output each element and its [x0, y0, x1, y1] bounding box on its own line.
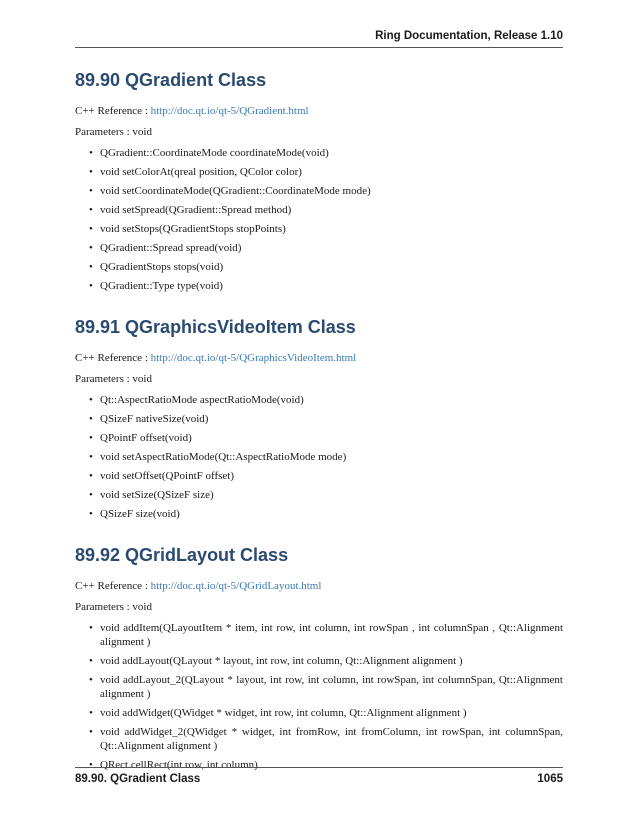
cpp-reference: [75, 351, 563, 365]
method-item: [75, 184, 563, 198]
bullet: •: [89, 394, 93, 406]
reference-label: C++ Reference :: [75, 580, 151, 592]
method-signature: QSizeF nativeSize(void): [100, 413, 209, 425]
bullet: •: [89, 707, 93, 719]
section-qgradient: [75, 68, 563, 293]
reference-link[interactable]: http://doc.qt.io/qt-5/QGraphicsVideoItem.html: [150, 352, 357, 364]
method-signature: QGradient::Spread spread(void): [100, 242, 242, 254]
method-list: [75, 621, 563, 772]
method-item: [75, 203, 563, 217]
bullet: •: [89, 147, 93, 159]
method-item: [75, 222, 563, 236]
bullet: •: [89, 223, 93, 235]
bullet: •: [89, 432, 93, 444]
section-heading: 89.91 QGraphicsVideoItem Class: [75, 317, 356, 337]
method-signature: QRect cellRect(int row, int column): [100, 759, 258, 771]
reference-link[interactable]: http://doc.qt.io/qt-5/QGradient.html: [150, 105, 309, 117]
method-signature: void setOffset(QPointF offset): [100, 470, 235, 482]
bullet: •: [89, 451, 93, 463]
method-list: [75, 146, 563, 293]
method-signature: void addWidget_2(QWidget * widget, int fromRow, int fromColumn, int rowSpan, int columnSpan, Qt::Alignment alignment ): [100, 726, 563, 752]
page-footer: [75, 767, 563, 785]
page-number: 1065: [537, 773, 563, 785]
method-item: [75, 469, 563, 483]
bullet: •: [89, 280, 93, 292]
method-item: [75, 260, 563, 274]
cpp-reference: [75, 104, 563, 118]
method-signature: void addLayout(QLayout * layout, int row, int column, Qt::Alignment alignment ): [100, 655, 463, 667]
method-signature: void setSize(QSizeF size): [100, 489, 214, 501]
method-signature: void setColorAt(qreal position, QColor color): [100, 166, 302, 178]
reference-label: C++ Reference :: [75, 105, 151, 117]
bullet: •: [89, 622, 93, 634]
page-content: [75, 68, 563, 794]
page-header: [75, 30, 563, 48]
bullet: •: [89, 655, 93, 667]
method-item: [75, 431, 563, 445]
method-item: [75, 165, 563, 179]
section-heading: 89.90 QGradient Class: [75, 70, 267, 90]
bullet: •: [89, 185, 93, 197]
method-signature: QGradientStops stops(void): [100, 261, 224, 273]
method-item: [75, 621, 563, 649]
method-signature: void setSpread(QGradient::Spread method): [100, 204, 292, 216]
method-signature: QPointF offset(void): [100, 432, 192, 444]
method-item: [75, 488, 563, 502]
method-signature: void addWidget(QWidget * widget, int row, int column, Qt::Alignment alignment ): [100, 707, 467, 719]
method-signature: QSizeF size(void): [100, 508, 180, 520]
method-signature: void addItem(QLayoutItem * item, int row, int column, int rowSpan , int columnSpan , Qt::Alignment alignment ): [100, 622, 563, 648]
method-item: [75, 393, 563, 407]
method-signature: QGradient::Type type(void): [100, 280, 223, 292]
method-signature: Qt::AspectRatioMode aspectRatioMode(void): [100, 394, 304, 406]
bullet: •: [89, 204, 93, 216]
method-item: [75, 412, 563, 426]
section-qgraphicsvideoitem: [75, 315, 563, 521]
reference-label: C++ Reference :: [75, 352, 151, 364]
parameters-line: Parameters : void: [75, 126, 152, 138]
bullet: •: [89, 489, 93, 501]
method-item: [75, 654, 563, 668]
bullet: •: [89, 261, 93, 273]
bullet: •: [89, 470, 93, 482]
parameters-line: Parameters : void: [75, 601, 152, 613]
bullet: •: [89, 674, 93, 686]
bullet: •: [89, 166, 93, 178]
method-signature: void addLayout_2(QLayout * layout, int row, int column, int rowSpan, int columnSpan, Qt::Alignment alignment ): [100, 674, 563, 700]
method-item: [75, 146, 563, 160]
method-item: [75, 706, 563, 720]
method-item: [75, 241, 563, 255]
method-item: [75, 725, 563, 753]
bullet: •: [89, 759, 93, 771]
bullet: •: [89, 508, 93, 520]
bullet: •: [89, 413, 93, 425]
method-item: [75, 279, 563, 293]
cpp-reference: [75, 579, 563, 593]
footer-section-title: 89.90. QGradient Class: [75, 773, 201, 785]
method-item: [75, 507, 563, 521]
section-heading: 89.92 QGridLayout Class: [75, 545, 289, 565]
bullet: •: [89, 726, 93, 738]
document-title: Ring Documentation, Release 1.10: [375, 30, 563, 42]
reference-link[interactable]: http://doc.qt.io/qt-5/QGridLayout.html: [150, 580, 322, 592]
method-list: [75, 393, 563, 521]
parameters-line: Parameters : void: [75, 373, 152, 385]
method-signature: void setStops(QGradientStops stopPoints): [100, 223, 286, 235]
method-signature: void setCoordinateMode(QGradient::CoordinateMode mode): [100, 185, 371, 197]
section-qgridlayout: [75, 543, 563, 772]
method-signature: void setAspectRatioMode(Qt::AspectRatioMode mode): [100, 451, 347, 463]
method-signature: QGradient::CoordinateMode coordinateMode(void): [100, 147, 329, 159]
bullet: •: [89, 242, 93, 254]
method-item: [75, 450, 563, 464]
method-item: [75, 673, 563, 701]
